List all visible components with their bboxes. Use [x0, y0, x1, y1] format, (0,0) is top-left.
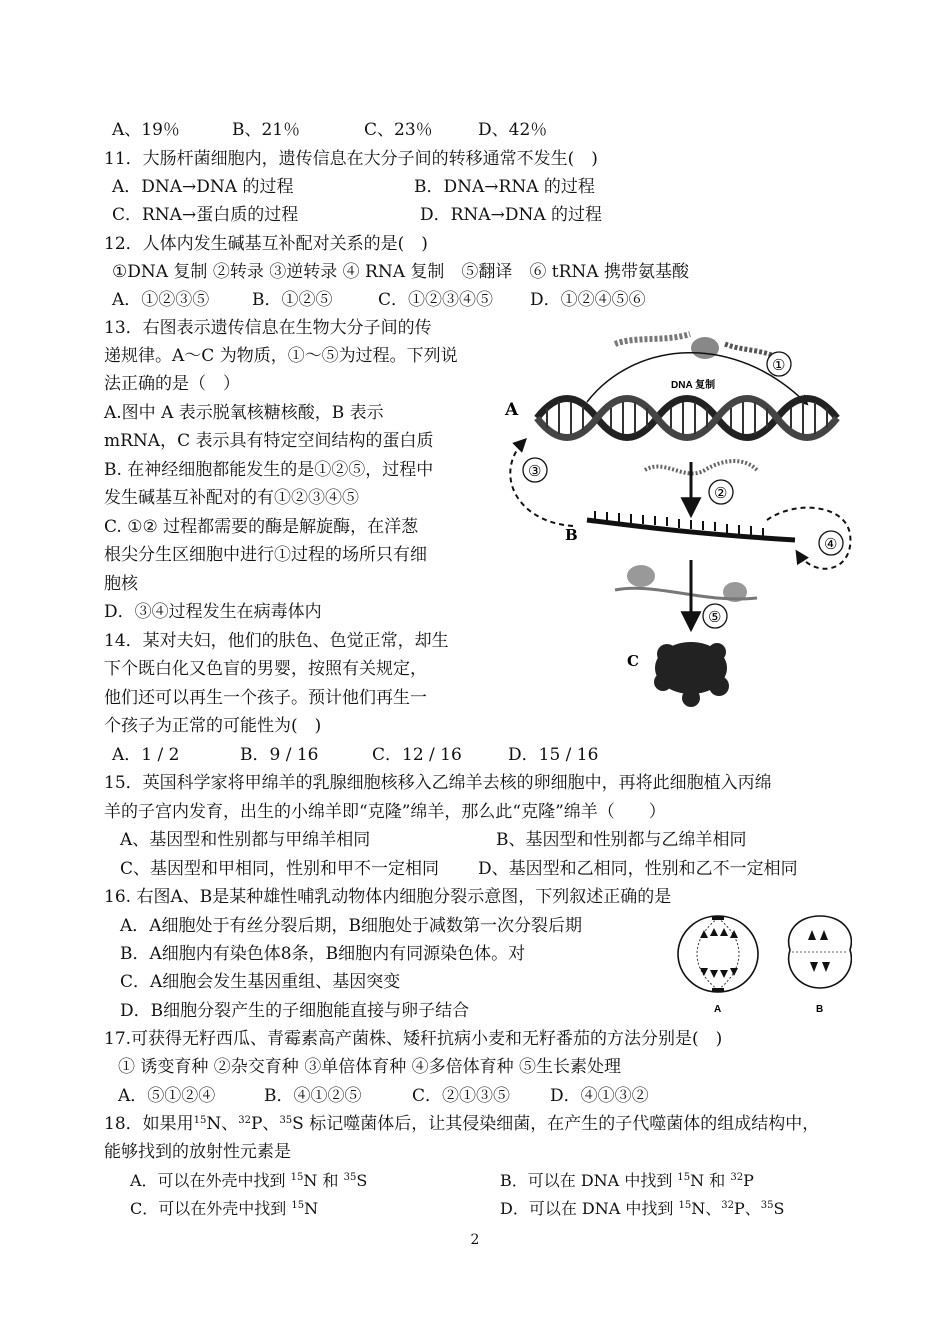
q13-line-9: 根尖分生区细胞中进行①过程的场所只有细 [104, 545, 427, 565]
q10-option-d: D、42％ [478, 120, 548, 140]
q13-line-3: 法正确的是（ ） [104, 374, 240, 394]
q17-stem: 17.可获得无籽西瓜、青霉素高产菌株、矮秆抗病小麦和无籽番茄的方法分别是( ) [104, 1029, 723, 1049]
q12-option-c: C．①②③④⑤ [378, 290, 494, 310]
q14-line-1: 14．某对夫妇，他们的肤色、色觉正常，却生 [104, 631, 449, 651]
q17-option-b: B．④①②⑤ [264, 1086, 362, 1106]
q13-line-11: D．③④过程发生在病毒体内 [104, 602, 322, 622]
q16-stem: 16. 右图A、B是某种雄性哺乳动物体内细胞分裂示意图，下列叙述正确的是 [104, 887, 672, 907]
q12-option-d: D．①②④⑤⑥ [530, 290, 646, 310]
label-b: B [565, 526, 578, 544]
q13-line-6: B. 在神经细胞都能发生的是①②⑤，过程中 [104, 460, 434, 480]
q16-option-b: B．A细胞内有染色体8条，B细胞内有同源染色体。对 [120, 944, 526, 964]
q11-option-d: D．RNA→DNA 的过程 [420, 205, 603, 225]
cell-b-diagram [789, 916, 852, 1015]
q14-option-d: D．15 / 16 [508, 745, 599, 765]
q18-stem: 18．如果用$^{15}$N、$^{32}$P、$^{35}$S 标记噬菌体后，让其侵染细菌，在产生的子代噬菌体的组成结构中， [104, 1114, 820, 1134]
q14-option-a: A．1 / 2 [112, 745, 180, 765]
genetic-information-flow-figure [495, 322, 855, 714]
q12-items: ①DNA 复制 ②转录 ③逆转录 ④ RNA 复制 ⑤翻译 ⑥ tRNA 携带氨基酸 [112, 262, 689, 282]
q12-option-b: B．①②⑤ [252, 290, 333, 310]
q13-line-4: A.图中 A 表示脱氧核糖核酸，B 表示 [104, 403, 384, 423]
q16-option-d: D．B细胞分裂产生的子细胞能直接与卵子结合 [120, 1001, 470, 1021]
q14-line-2: 下个既白化又色盲的男婴，按照有关规定， [104, 659, 427, 679]
q15-option-a: A、基因型和性别都与甲绵羊相同 [120, 830, 371, 850]
q15-option-c: C、基因型和甲相同，性别和甲不一定相同 [120, 859, 440, 879]
cell-division-figure [672, 910, 852, 1016]
q11-option-a: A．DNA→DNA 的过程 [112, 177, 294, 197]
q13-line-7: 发生碱基互补配对的有①②③④⑤ [104, 488, 359, 508]
q18-option-c: C．可以在外壳中找到 $^{15}$N [130, 1199, 319, 1218]
cell-a-diagram [678, 916, 758, 1015]
q17-items: ① 诱变育种 ②杂交育种 ③单倍体育种 ④多倍体育种 ⑤生长素处理 [118, 1057, 622, 1077]
q16-option-c: C．A细胞会发生基因重组、基因突变 [120, 972, 401, 992]
q13-line-8: C. ①② 过程都需要的酶是解旋酶，在洋葱 [104, 517, 419, 537]
process-4-label: ④ [824, 535, 838, 553]
label-a: A [505, 400, 519, 420]
process-2-label: ② [714, 484, 728, 502]
ribosome-icon [627, 565, 655, 587]
q14-line-4: 个孩子为正常的可能性为( ) [104, 716, 322, 736]
q14-line-3: 他们还可以再生一个孩子。预计他们再生一 [104, 688, 427, 708]
folded-protein-icon [654, 642, 729, 707]
replication-strand [615, 334, 690, 344]
q12-stem: 12．人体内发生碱基互补配对关系的是( ) [104, 234, 428, 254]
q13-line-1: 13．右图表示遗传信息在生物大分子间的传 [104, 318, 432, 338]
transcription-complex [645, 461, 757, 473]
reverse-transcription-arrow [510, 440, 573, 526]
q11-option-b: B．DNA→RNA 的过程 [414, 177, 595, 197]
dna-double-helix [537, 399, 837, 438]
replication-enzyme-icon [691, 337, 719, 359]
q17-option-a: A．⑤①②④ [118, 1086, 216, 1106]
q15-line-1: 15．英国科学家将甲绵羊的乳腺细胞核移入乙绵羊去核的卵细胞中，再将此细胞植入丙绵 [104, 773, 772, 793]
process-1-label: ① [772, 356, 786, 374]
q17-option-d: D．④①③② [550, 1086, 649, 1106]
q10-option-b: B、21％ [232, 120, 301, 140]
q13-line-2: 递规律。A～C 为物质，①～⑤为过程。下列说 [104, 346, 458, 366]
svg-text:B: B [816, 1004, 824, 1015]
page-number: 2 [470, 1232, 480, 1248]
q13-line-5: mRNA，C 表示具有特定空间结构的蛋白质 [104, 431, 434, 451]
q18-option-d: D．可以在 DNA 中找到 $^{15}$N、$^{32}$P、$^{35}$S [500, 1199, 785, 1218]
q18-option-b: B．可以在 DNA 中找到 $^{15}$N 和 $^{32}$P [500, 1171, 754, 1190]
q18-stem-line-2: 能够找到的放射性元素是 [104, 1142, 291, 1162]
dna-replication-caption: DNA 复制 [671, 380, 716, 391]
q15-line-2: 羊的子宫内发育，出生的小绵羊即“克隆”绵羊，那么此“克隆”绵羊（ ） [104, 802, 666, 822]
process-3-label: ③ [528, 462, 542, 480]
q10-option-c: C、23％ [364, 120, 433, 140]
q11-option-c: C．RNA→蛋白质的过程 [112, 205, 299, 225]
q12-option-a: A．①②③⑤ [112, 290, 210, 310]
q15-option-b: B、基因型和性别都与乙绵羊相同 [496, 830, 747, 850]
q10-option-a: A、19％ [112, 120, 180, 140]
label-c: C [627, 652, 639, 670]
q18-option-a: A．可以在外壳中找到 $^{15}$N 和 $^{35}$S [130, 1171, 368, 1190]
process-5-label: ⑤ [708, 608, 722, 626]
svg-text:A: A [714, 1004, 722, 1015]
q17-option-c: C．②①③⑤ [412, 1086, 511, 1106]
q16-option-a: A．A细胞处于有丝分裂后期，B细胞处于减数第一次分裂后期 [120, 916, 583, 936]
q15-option-d: D、基因型和乙相同，性别和乙不一定相同 [478, 859, 798, 879]
q14-option-c: C．12 / 16 [372, 745, 462, 765]
q11-stem: 11．大肠杆菌细胞内，遗传信息在大分子间的转移通常不发生( ) [104, 149, 598, 169]
q13-line-10: 胞核 [104, 574, 138, 594]
q14-option-b: B．9 / 16 [240, 745, 319, 765]
